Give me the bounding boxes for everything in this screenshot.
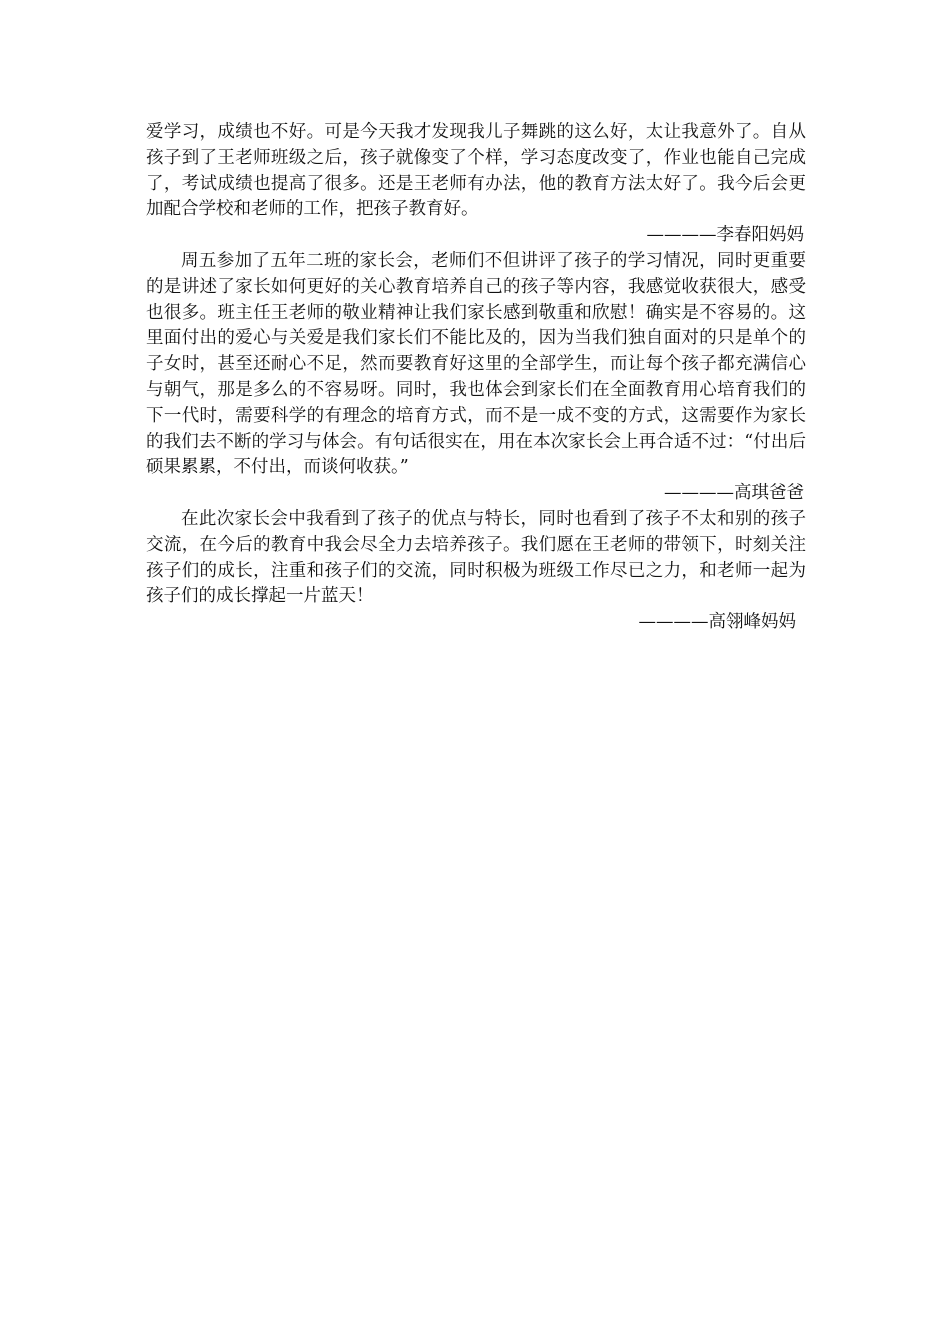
- document-page: [146, 120, 806, 636]
- paragraph-1: 爱学习，成绩也不好。可是今天我才发现我儿子舞跳的这么好，太让我意外了。自从孩子到了王老师班级之后，孩子就像变了个样，学习态度改变了，作业也能自己完成了，考试成绩也提高了很多。还是王老师有办法，他的教育方法太好了。我今后会更加配合学校和老师的工作，把孩子教育好。: [146, 122, 806, 220]
- paragraph-2: 周五参加了五年二班的家长会，老师们不但讲评了孩子的学习情况，同时更重要的是讲述了家长如何更好的关心教育培养自己的孩子等内容，我感觉收获很大，感受也很多。班主任王老师的敬业精神让我们家长感到敬重和欣慰！确实是不容易的。这里面付出的爱心与关爱是我们家长们不能比及的，因为当我们独自面对的只是单个的子女时，甚至还耐心不足，然而要教育好这里的全部学生，而让每个孩子都充满信心与朝气，那是多么的不容易呀。同时，我也体会到家长们在全面教育用心培育我们的下一代时，需要科学的有理念的培育方式，而不是一成不变的方式，这需要作为家长的我们去不断的学习与体会。有句话很实在，用在本次家长会上再合适不过：“付出后硕果累累，不付出，而谈何收获。”: [146, 250, 806, 478]
- signature-3: ————高翎峰妈妈: [638, 612, 796, 633]
- paragraph-3: 在此次家长会中我看到了孩子的优点与特长，同时也看到了孩子不太和别的孩子交流，在今后的教育中我会尽全力去培养孩子。我们愿在王老师的带领下，时刻关注孩子们的成长，注重和孩子们的交流，同时积极为班级工作尽已之力，和老师一起为孩子们的成长撑起一片蓝天！: [146, 508, 806, 607]
- signature-1: ————李春阳妈妈: [646, 225, 804, 246]
- signature-2: ————高琪爸爸: [664, 483, 804, 504]
